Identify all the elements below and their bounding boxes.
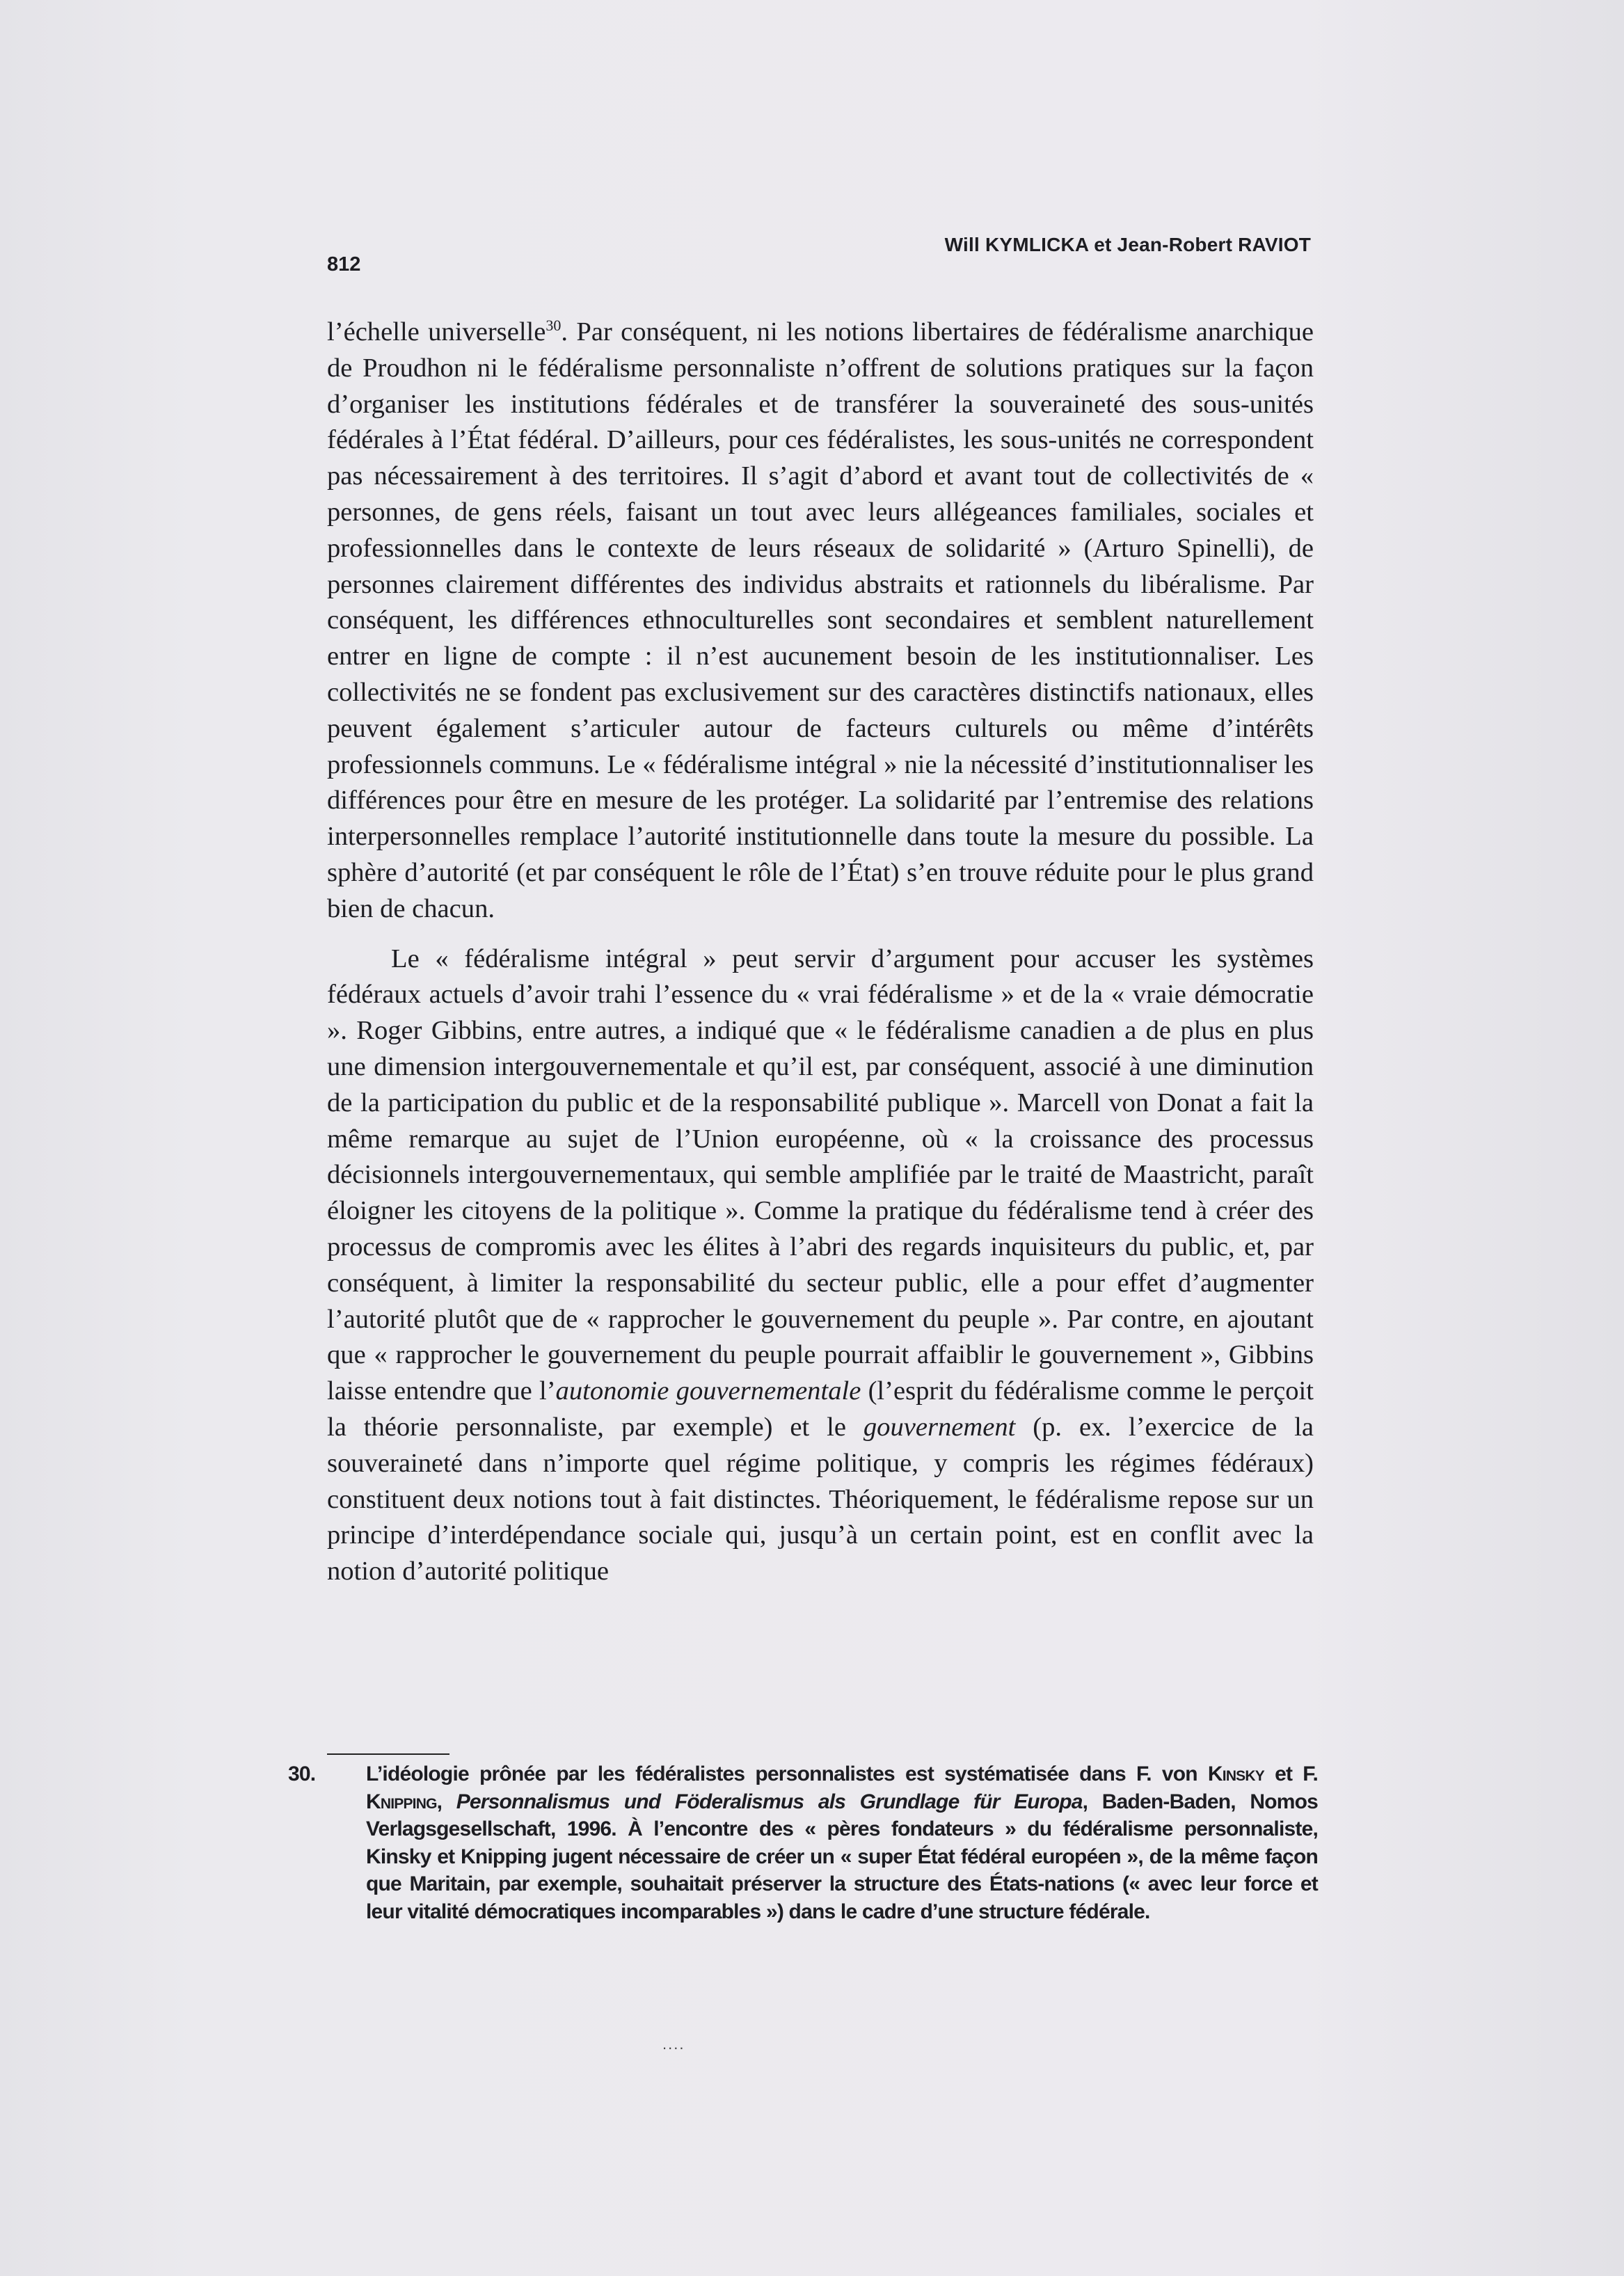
footnote-text-d: , Baden-Baden, Nomos Verlagsgesellschaft, 1996. À l’encontre des « pères fondateurs » du fédéralisme personnaliste, Kinsky et Knipping jugent nécessaire de créer un « super État fédéral européen », de la même façon que Maritain, par exemple, souhaitait préserver la structure des États-nations (« avec leur force et leur vitalité démocratiques incomparables ») dans le cadre d’une structure fédérale. (366, 1790, 1318, 1923)
paragraph-2-text-a: Le « fédéralisme intégral » peut servir d’argument pour accuser les systèmes fédéraux actuels d’avoir trahi l’essence du « vrai fédéralisme » et de la « vraie démocratie ». Roger Gibbins, entre autres, a indiqué que « le fédéralisme canadien a de plus en plus une dimension intergouvernementale et qu’il est, par conséquent, associé à une diminution de la participation du public et de la responsabilité publique ». Marcell von Donat a fait la même remarque au sujet de l’Union européenne, où « la croissance des processus décisionnels intergouvernementaux, qui semble amplifiée par le traité de Maastricht, paraît éloigner les citoyens de la politique ». Comme la pratique du fédéralisme tend à créer des processus de compromis avec les élites à l’abri des regards inquisiteurs du public, et, par conséquent, à limiter la responsabilité du secteur public, elle a pour effet d’augmenter l’autorité plutôt que de « rapprocher le gouvernement du peuple ». Par contre, en ajoutant que « rapprocher le gouvernement du peuple pourrait affaiblir le gouvernement », Gibbins laisse entendre que l’ (327, 944, 1314, 1406)
paragraph-1-text-b: . Par conséquent, ni les notions libertaires de fédéralisme anarchique de Proudhon ni le fédéralisme personnaliste n’offrent de solutions pratiques sur la façon d’organiser les institutions fédérales et de transférer la souveraineté des sous-unités fédérales à l’État fédéral. D’ailleurs, pour ces fédéralistes, les sous-unités ne correspondent pas nécessairement à des territoires. Il s’agit d’abord et avant tout de collectivités de « personnes, de gens réels, faisant un tout avec leurs allégeances familiales, sociales et professionnelles dans le contexte de leurs réseaux de solidarité » (Arturo Spinelli), de personnes clairement différentes des individus abstraits et rationnels du libéralisme. Par conséquent, les différences ethnoculturelles sont secondaires et semblent naturellement entrer en ligne de compte : il n’est aucunement besoin de les institutionnaliser. Les collectivités ne se fondent pas exclusivement sur des caractères distinctifs nationaux, elles peuvent également s’articuler autour de facteurs culturels ou même d’intérêts professionnels communs. Le « fédéralisme intégral » nie la nécessité d’institutionnaliser les différences pour être en mesure de les protéger. La solidarité par l’entremise des relations interpersonnelles remplace l’autorité institutionnelle dans toute la mesure du possible. La sphère d’autorité (et par conséquent le rôle de l’État) s’en trouve réduite pour le plus grand bien de chacun. (327, 317, 1314, 923)
paragraph-2-text-c: (p. ex. l’exercice de la souveraineté dans n’importe quel régime politique, y compris les régimes fédéraux) constituent deux notions tout à fait distinctes. Théoriquement, le fédéralisme repose sur un principe d’interdépendance sociale qui, jusqu’à un certain point, est en conflit avec la notion d’autorité politique (327, 1412, 1314, 1586)
paragraph-1-text-a: l’échelle universelle (327, 317, 546, 347)
footnote-text-c: , (436, 1790, 456, 1813)
page-bottom-mark: .... (662, 2035, 685, 2053)
footnote-separator (327, 1753, 449, 1755)
book-title: Personnalismus und Föderalismus als Grundlage für Europa (456, 1790, 1083, 1813)
footnote-number: 30. (288, 1762, 316, 1785)
footnote-text-a: L’idéologie prônée par les fédéralistes personnalistes est systématisée dans F. von (366, 1762, 1208, 1785)
paragraph-2 (327, 941, 1314, 1590)
body-text (327, 315, 1314, 1590)
page-number: 812 (327, 253, 361, 276)
paragraph-2-text-b: (l’esprit du fédéralisme comme le perçoit la théorie personnaliste, par exemple) et le (327, 1376, 1314, 1442)
author-knipping: Knipping (366, 1790, 437, 1813)
footnote-body (288, 1760, 1318, 1925)
italic-gouvernement: gouvernement (863, 1412, 1016, 1442)
running-header (327, 234, 1311, 276)
author-kinsky: Kinsky (1207, 1762, 1264, 1785)
italic-autonomie-gouvernementale: autonomie gouvernementale (555, 1376, 861, 1406)
footnote-text-b: et F. (1264, 1762, 1318, 1785)
paragraph-1 (327, 315, 1314, 928)
footnote-30 (288, 1760, 1318, 1925)
footnote-reference-30[interactable]: 30 (546, 317, 562, 335)
header-authors: Will KYMLICKA et Jean-Robert RAVIOT (944, 234, 1311, 255)
